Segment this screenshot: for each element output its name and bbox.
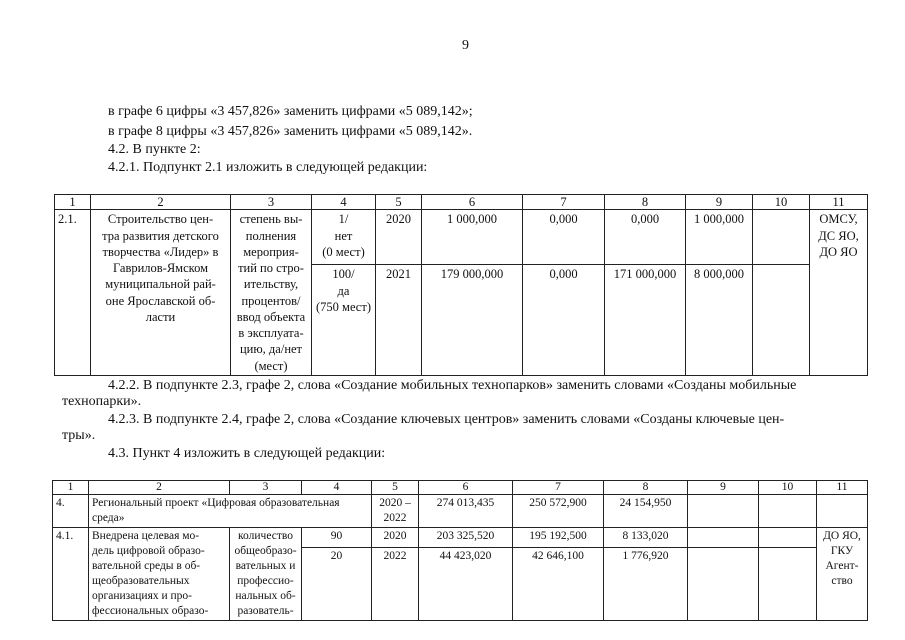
paragraph-5-cont: технопарки». [62,394,142,409]
paragraph-6: 4.2.3. В подпункте 2.4, графе 2, слова «Создание ключевых центров» заменить словами «Созданы ключевые цен- [108,412,785,427]
table-item-4 [52,480,868,621]
amount-total: 203 325,520 [419,528,513,548]
header-cell: 5 [372,481,419,495]
header-cell: 10 [753,195,810,210]
indicator-value: 100/ да (750 мест) [312,265,376,376]
paragraph-5: 4.2.2. В подпункте 2.3, графе 2, слова «Создание мобильных технопарков» заменить словами «Созданы мобильные [108,378,797,393]
amount-total: 179 000,000 [422,265,523,376]
amount-col8: 24 154,950 [604,495,688,528]
table-header-row [53,481,868,495]
paragraph-6-cont: тры». [62,428,96,443]
header-cell: 9 [686,195,753,210]
paragraph-4: 4.2.1. Подпункт 2.1 изложить в следующей редакции: [108,160,428,175]
page-number: 9 [462,38,469,53]
amount-col7: 250 572,900 [513,495,604,528]
header-cell: 1 [53,481,89,495]
amount-col8: 8 133,020 [604,528,688,548]
amount-col8: 171 000,000 [605,265,686,376]
amount-col9 [688,495,759,528]
amount-col10 [759,548,817,620]
row-number: 4.1. [53,528,89,621]
amount-total: 1 000,000 [422,210,523,265]
responsible: ДО ЯО, ГКУ Агент- ство [817,528,868,621]
header-cell: 11 [810,195,868,210]
years: 2020 – 2022 [372,495,419,528]
header-cell: 9 [688,481,759,495]
paragraph-1: в графе 6 цифры «3 457,826» заменить цифрами «5 089,142»; [108,104,473,119]
header-cell: 11 [817,481,868,495]
amount-col9 [688,548,759,620]
amount-col9: 8 000,000 [686,265,753,376]
amount-col9 [688,528,759,548]
amount-col10 [753,265,810,376]
activity-name: Внедрена целевая мо- дель цифровой образо- вательной среды в об- щеобразовательных организациях и про- фессиональных образо- [89,528,230,621]
header-cell: 8 [604,481,688,495]
paragraph-7: 4.3. Пункт 4 изложить в следующей редакции: [108,446,386,461]
header-cell: 1 [55,195,91,210]
header-cell: 7 [513,481,604,495]
table-subitem-2-1 [54,194,868,376]
responsible [817,495,868,528]
indicator: степень вы- полнения мероприя- тий по стро- ительству, процентов/ ввод объекта в эксплуата- цию, да/нет (мест) [231,210,312,376]
header-cell: 2 [91,195,231,210]
header-cell: 8 [605,195,686,210]
header-cell: 6 [422,195,523,210]
amount-total: 44 423,020 [419,548,513,620]
amount-col7: 195 192,500 [513,528,604,548]
year: 2020 [376,210,422,265]
amount-col8: 1 776,920 [604,548,688,620]
year: 2020 [372,528,419,548]
project-name: Региональный проект «Цифровая образовательная среда» [89,495,372,528]
table-header-row [55,195,868,210]
row-number: 2.1. [55,210,91,376]
header-cell: 3 [231,195,312,210]
amount-col9: 1 000,000 [686,210,753,265]
table-row [55,210,868,265]
header-cell: 10 [759,481,817,495]
amount-col10 [759,528,817,548]
table-row [53,528,868,548]
year: 2021 [376,265,422,376]
indicator-value: 20 [302,548,372,620]
amount-col7: 42 646,100 [513,548,604,620]
indicator-value: 90 [302,528,372,548]
amount-col10 [759,495,817,528]
responsible: ОМСУ, ДС ЯО, ДО ЯО [810,210,868,376]
header-cell: 6 [419,481,513,495]
paragraph-2: в графе 8 цифры «3 457,826» заменить цифрами «5 089,142». [108,124,473,139]
header-cell: 2 [89,481,230,495]
header-cell: 4 [312,195,376,210]
indicator: количество общеобразо- вательных и профессио- нальных об- разователь- [230,528,302,621]
row-number: 4. [53,495,89,528]
amount-col7: 0,000 [523,265,605,376]
amount-col8: 0,000 [605,210,686,265]
activity-name: Строительство цен- тра развития детского творчества «Лидер» в Гаврилов-Ямском муниципальной рай- оне Ярославской об- ласти [91,210,231,376]
header-cell: 3 [230,481,302,495]
header-cell: 7 [523,195,605,210]
amount-col7: 0,000 [523,210,605,265]
header-cell: 5 [376,195,422,210]
header-cell: 4 [302,481,372,495]
paragraph-3: 4.2. В пункте 2: [108,142,201,157]
amount-col10 [753,210,810,265]
table-row [53,495,868,528]
amount-total: 274 013,435 [419,495,513,528]
indicator-value: 1/ нет (0 мест) [312,210,376,265]
year: 2022 [372,548,419,620]
